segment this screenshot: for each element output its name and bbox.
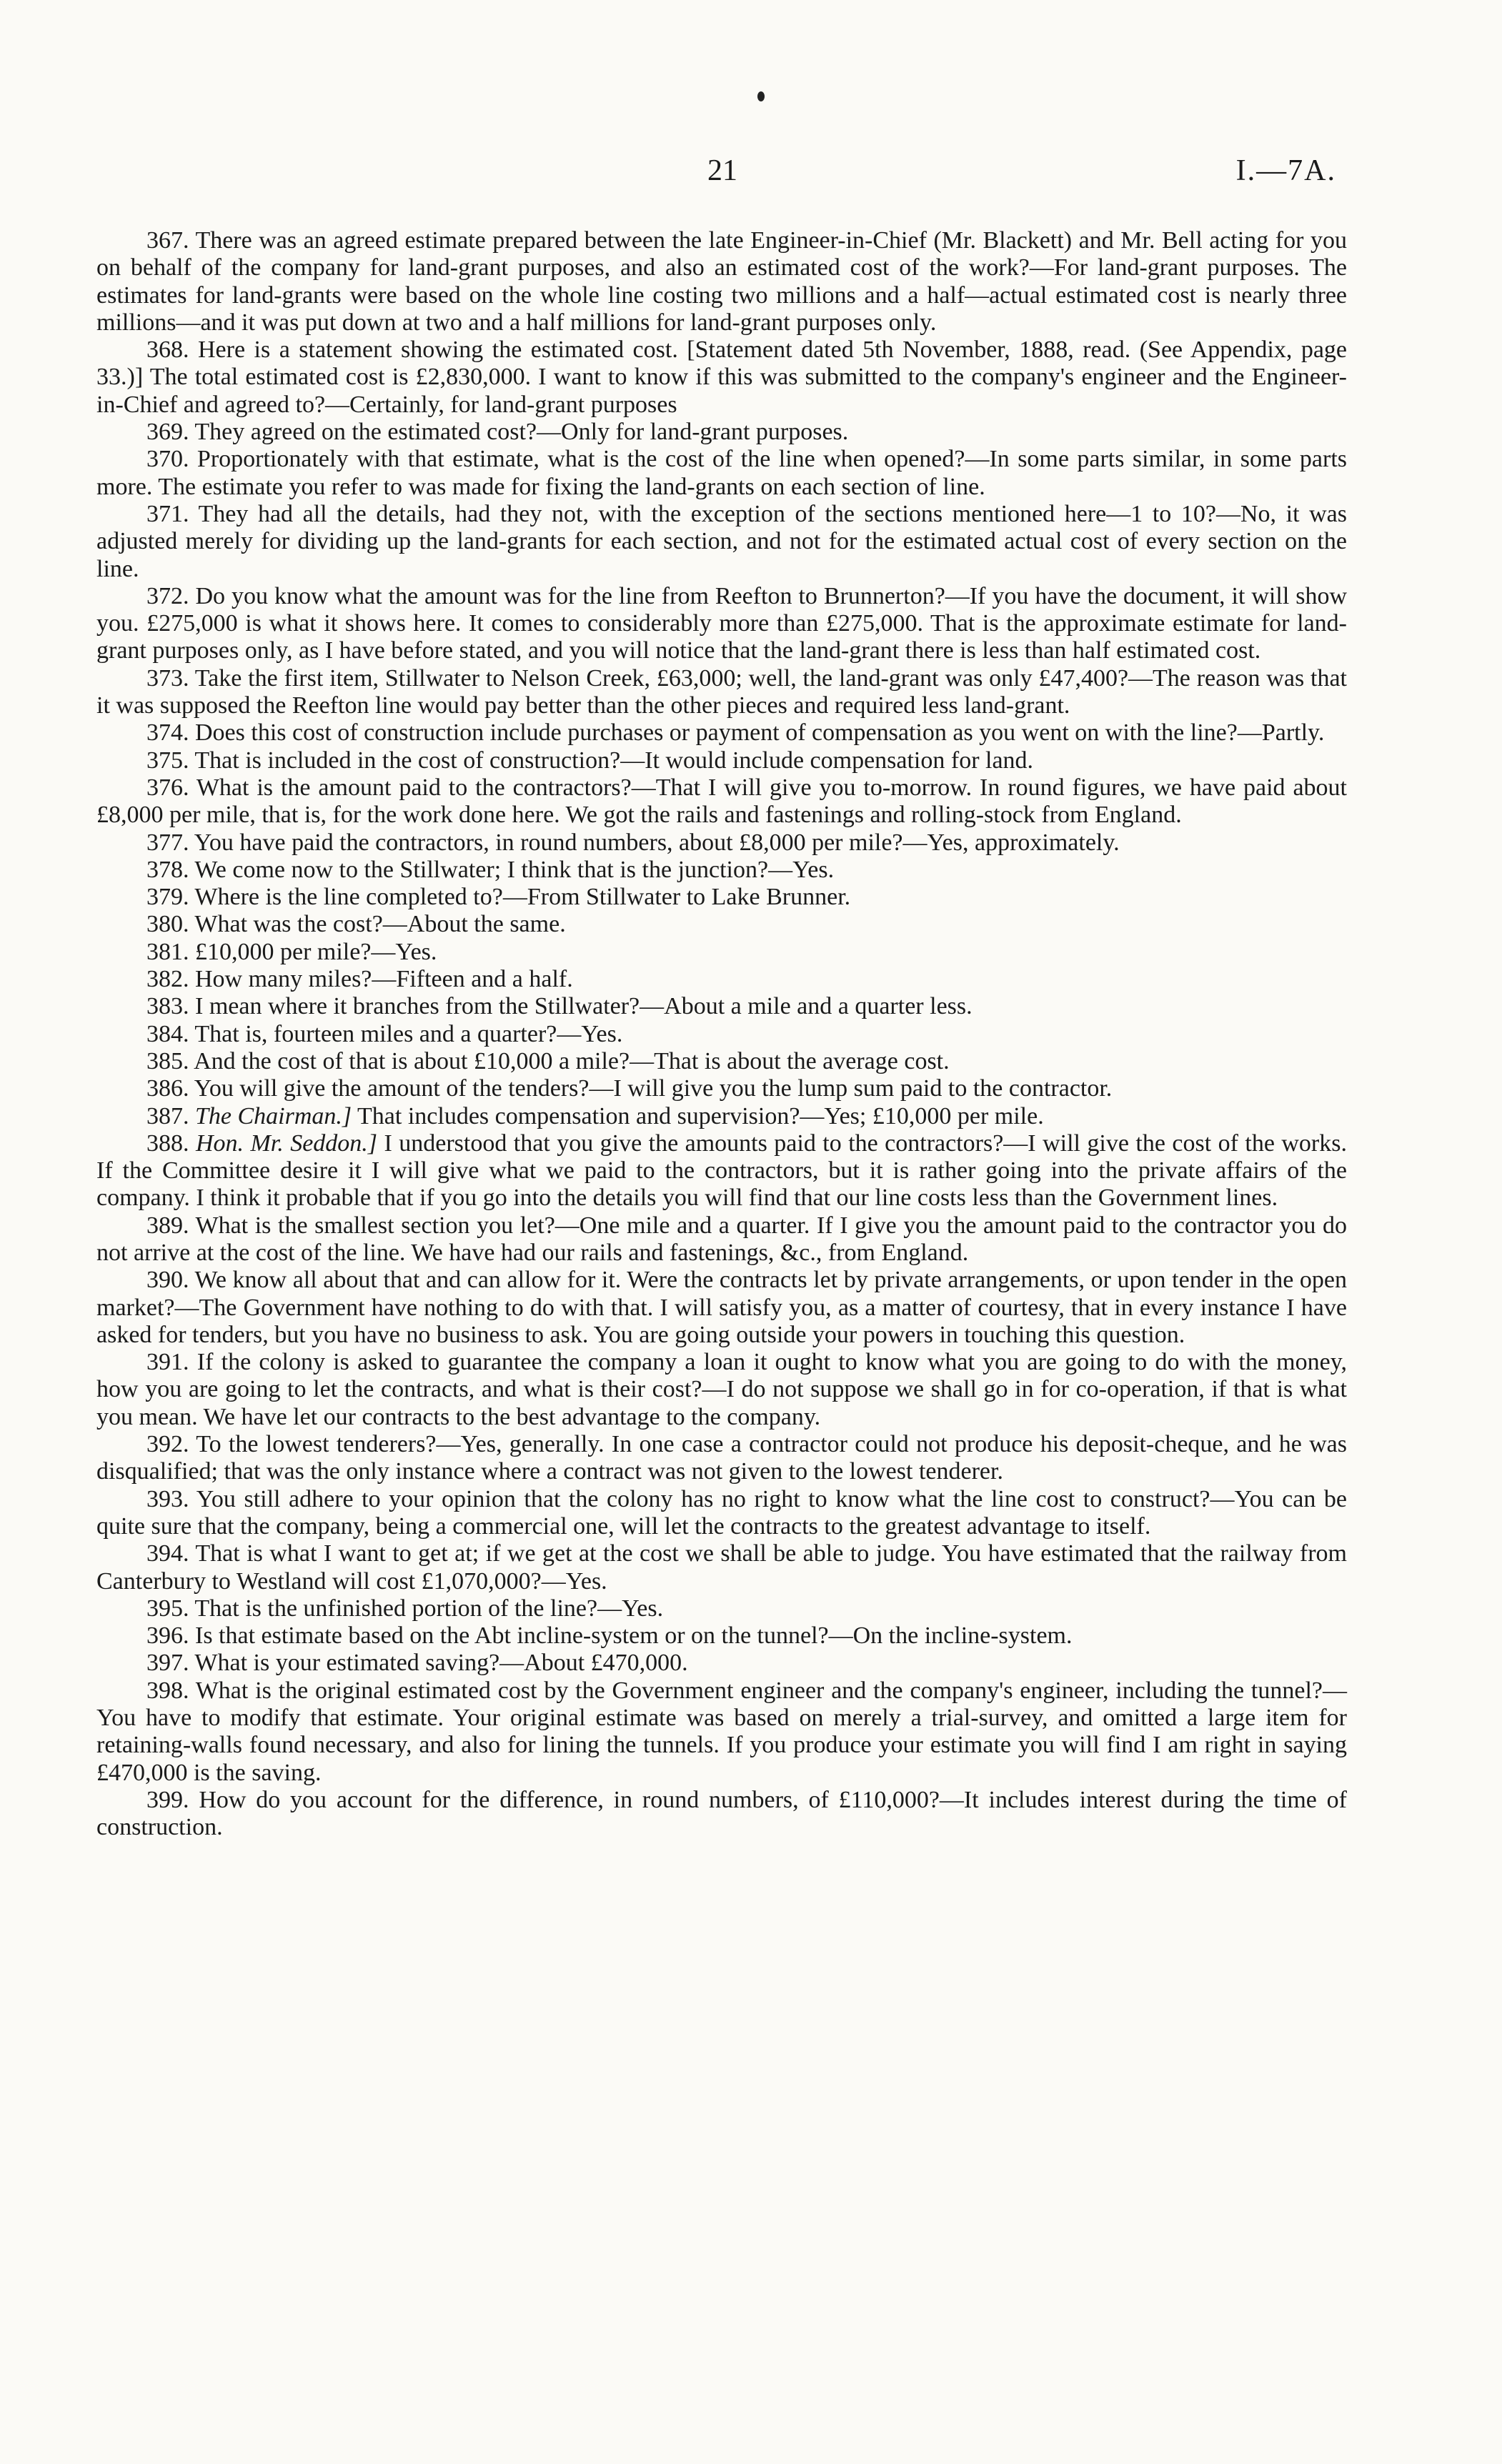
paragraph-number: 383. — [146, 993, 189, 1020]
testimony-paragraph — [96, 939, 1347, 966]
paragraph-text: £10,000 per mile?—Yes. — [195, 938, 437, 965]
paragraph-text: What is the smallest section you let?—One mile and a quarter. If I give you the amount paid to the contractor you do not arrive at the cost of the line. We have had our rails and fastenings, &c., from England. — [96, 1212, 1347, 1266]
paragraph-text: What is the original estimated cost by the Government engineer and the company's engineer, including the tunnel?—You have to modify that estimate. Your original estimate was based on merely a trial-survey, and omitted a large item for retaining-walls found necessary, and also for lining the tunnels. If you produce your estimate you will find I am right in saying £470,000 is the saving. — [96, 1677, 1347, 1786]
testimony-paragraph — [96, 1075, 1347, 1102]
paragraph-number: 380. — [146, 911, 189, 938]
paragraph-number: 396. — [146, 1622, 189, 1650]
paragraph-text: That is the unfinished portion of the line?—Yes. — [194, 1595, 664, 1622]
paragraph-text: How do you account for the difference, in round numbers, of £110,000?—It includes interest during the time of construction. — [96, 1786, 1347, 1841]
paragraph-text: That is what I want to get at; if we get at the cost we shall be able to judge. You have estimated that the railway from Canterbury to Westland will cost £1,070,000?—Yes. — [96, 1540, 1348, 1595]
page-number: 21 — [707, 154, 737, 187]
paragraph-text: They had all the details, had they not, with the exception of the sections mentioned here—1 to 10?—No, it was adjusted merely for dividing up the land-grants for each section, and not for the estimated actual cost of every section on the line. — [96, 500, 1347, 582]
paragraph-text: What is your estimated saving?—About £470,000. — [194, 1650, 688, 1677]
paragraph-text: That is, fourteen miles and a quarter?—Yes. — [194, 1020, 623, 1047]
paragraph-text: Here is a statement showing the estimated cost. [Statement dated 5th November, 1888, read. (See Appendix, page 33.)] The total estimated cost is £2,830,000. I want to know if this was submitted to the company's engineer and the Engineer-in-Chief and agreed to?—Certainly, for land-grant purposes — [96, 336, 1347, 418]
paragraph-text: And the cost of that is about £10,000 a mile?—That is about the average cost. — [194, 1047, 950, 1074]
testimony-paragraph — [96, 419, 1347, 446]
paragraph-text: Take the first item, Stillwater to Nelson Creek, £63,000; well, the land-grant was only £47,400?—The reason was that it was supposed the Reefton line would pay better than the other pieces and required less land-grant. — [96, 664, 1347, 719]
document-body — [96, 227, 1347, 1842]
paragraph-number: 375. — [146, 747, 189, 774]
page-mark-dot — [757, 91, 765, 101]
testimony-paragraph — [96, 1650, 1347, 1677]
testimony-paragraph — [96, 1048, 1347, 1075]
testimony-paragraph — [96, 1103, 1347, 1130]
testimony-paragraph — [96, 1130, 1347, 1212]
testimony-paragraph — [96, 501, 1347, 583]
testimony-paragraph — [96, 1622, 1347, 1650]
testimony-paragraph — [96, 1677, 1347, 1787]
testimony-paragraph — [96, 911, 1347, 938]
testimony-paragraph — [96, 857, 1347, 884]
speaker-name: Hon. Mr. Seddon.] — [195, 1129, 378, 1157]
testimony-paragraph — [96, 1021, 1347, 1048]
paragraph-text: Is that estimate based on the Abt incline-system or on the tunnel?—On the incline-system. — [195, 1622, 1073, 1650]
document-reference: I.—7A. — [1235, 154, 1336, 187]
testimony-paragraph — [96, 1595, 1347, 1622]
paragraph-text: You have paid the contractors, in round numbers, about £8,000 per mile?—Yes, approximately. — [194, 829, 1120, 856]
paragraph-number: 369. — [146, 419, 189, 446]
paragraph-number: 372. — [146, 582, 189, 609]
testimony-paragraph — [96, 884, 1347, 911]
paragraph-number: 377. — [146, 829, 189, 856]
paragraph-text: We know all about that and can allow for it. Were the contracts let by private arrangements, or upon tender in the open market?—The Government have nothing to do with that. I will satisfy you, as a matter of courtesy, that in every instance I have asked for tenders, but you have no business to ask. You are going outside your powers in touching this question. — [96, 1267, 1347, 1348]
testimony-paragraph — [96, 1787, 1347, 1842]
paragraph-number: 395. — [146, 1595, 189, 1622]
testimony-paragraph — [96, 336, 1347, 419]
paragraph-text: To the lowest tenderers?—Yes, generally. In one case a contractor could not produce his deposit-cheque, and he was disqualified; that was the only instance where a contract was not given to the lowest tenderer. — [96, 1431, 1347, 1485]
paragraph-number: 385. — [146, 1047, 189, 1074]
testimony-paragraph — [96, 1540, 1347, 1595]
testimony-paragraph — [96, 665, 1347, 720]
paragraph-text: If the colony is asked to guarantee the company a loan it ought to know what you are going to do with the money, how you are going to let the contracts, and what is their cost?—I do not suppose we shall go in for co-operation, if that is what you mean. We have let our contracts to the best advantage to the company. — [96, 1349, 1348, 1430]
testimony-paragraph — [96, 1212, 1347, 1267]
paragraph-number: 379. — [146, 884, 189, 911]
paragraph-number: 368. — [146, 336, 189, 364]
paragraph-text: Does this cost of construction include purchases or payment of compensation as you went on with the line?—Partly. — [195, 719, 1325, 747]
paragraph-number: 393. — [146, 1485, 189, 1512]
paragraph-number: 386. — [146, 1075, 189, 1102]
paragraph-number: 376. — [146, 774, 189, 801]
paragraph-number: 389. — [146, 1212, 189, 1239]
paragraph-text: They agreed on the estimated cost?—Only for land-grant purposes. — [194, 419, 849, 446]
paragraph-number: 399. — [146, 1786, 189, 1813]
paragraph-text: Proportionately with that estimate, what is the cost of the line when opened?—In some parts similar, in some parts more. The estimate you refer to was made for fixing the land-grants on each section of line. — [96, 446, 1347, 500]
testimony-paragraph — [96, 966, 1347, 993]
paragraph-text: What was the cost?—About the same. — [194, 911, 566, 938]
paragraph-number: 392. — [146, 1431, 189, 1458]
paragraph-number: 397. — [146, 1650, 189, 1677]
paragraph-number: 373. — [146, 664, 189, 692]
paragraph-number: 398. — [146, 1677, 189, 1704]
testimony-paragraph — [96, 1349, 1347, 1431]
paragraph-number: 374. — [146, 719, 189, 747]
testimony-paragraph — [96, 993, 1347, 1020]
testimony-paragraph — [96, 1486, 1347, 1541]
paragraph-number: 394. — [146, 1540, 189, 1567]
paragraph-text: We come now to the Stillwater; I think that is the junction?—Yes. — [194, 856, 835, 883]
testimony-paragraph — [96, 1267, 1347, 1349]
paragraph-text: How many miles?—Fifteen and a half. — [195, 966, 573, 993]
paragraph-number: 367. — [146, 227, 189, 254]
testimony-paragraph — [96, 719, 1347, 747]
testimony-paragraph — [96, 747, 1347, 774]
paragraph-number: 390. — [146, 1267, 189, 1294]
page-header — [0, 154, 1502, 196]
paragraph-text: That is included in the cost of construction?—It would include compensation for land. — [194, 747, 1034, 774]
paragraph-text: That includes compensation and supervision?—Yes; £10,000 per mile. — [357, 1102, 1044, 1129]
paragraph-number: 378. — [146, 856, 189, 883]
testimony-paragraph — [96, 583, 1347, 665]
paragraph-number: 384. — [146, 1020, 189, 1047]
speaker-name: The Chairman.] — [195, 1102, 352, 1129]
paragraph-text: Where is the line completed to?—From Stillwater to Lake Brunner. — [194, 884, 851, 911]
paragraph-number: 382. — [146, 966, 189, 993]
paragraph-text: There was an agreed estimate prepared between the late Engineer-in-Chief (Mr. Blackett) and Mr. Bell acting for you on behalf of the company for land-grant purposes, and also an estimated cost of the work?—For land-grant purposes. The estimates for land-grants were based on the whole line costing two millions and a half—actual estimated cost is nearly three millions—and it was put down at two and a half millions for land-grant purposes only. — [96, 227, 1347, 336]
testimony-paragraph — [96, 1431, 1347, 1486]
paragraph-text: I understood that you give the amounts paid to the contractors?—I will give the cost of the works. If the Committee desire it I will give what we paid to the contractors, but it is rather going into the private affairs of the company. I think it probable that if you go into the details you will find that our line costs less than the Government lines. — [96, 1129, 1347, 1212]
paragraph-number: 388. — [146, 1129, 189, 1157]
paragraph-text: You still adhere to your opinion that the colony has no right to know what the line cost to construct?—You can be quite sure that the company, being a commercial one, will let the contracts to the greatest advantage to itself. — [96, 1485, 1347, 1540]
testimony-paragraph — [96, 774, 1347, 829]
paragraph-text: What is the amount paid to the contractors?—That I will give you to-morrow. In round figures, we have paid about £8,000 per mile, that is, for the work done here. We got the rails and fastenings and rolling-stock from England. — [96, 774, 1347, 829]
paragraph-number: 371. — [146, 500, 189, 527]
testimony-paragraph — [96, 227, 1347, 336]
paragraph-text: Do you know what the amount was for the line from Reefton to Brunnerton?—If you have the document, it will show you. £275,000 is what it shows here. It comes to considerably more than £275,000. That is the approximate estimate for land-grant purposes only, as I have before stated, and you will notice that the land-grant there is less than half estimated cost. — [96, 582, 1348, 664]
paragraph-number: 391. — [146, 1349, 189, 1376]
paragraph-number: 381. — [146, 938, 189, 965]
testimony-paragraph — [96, 446, 1347, 501]
paragraph-text: You will give the amount of the tenders?—I will give you the lump sum paid to the contractor. — [194, 1075, 1113, 1102]
paragraph-number: 370. — [146, 446, 189, 473]
paragraph-text: I mean where it branches from the Stillwater?—About a mile and a quarter less. — [195, 993, 973, 1020]
testimony-paragraph — [96, 829, 1347, 857]
paragraph-number: 387. — [146, 1102, 189, 1129]
